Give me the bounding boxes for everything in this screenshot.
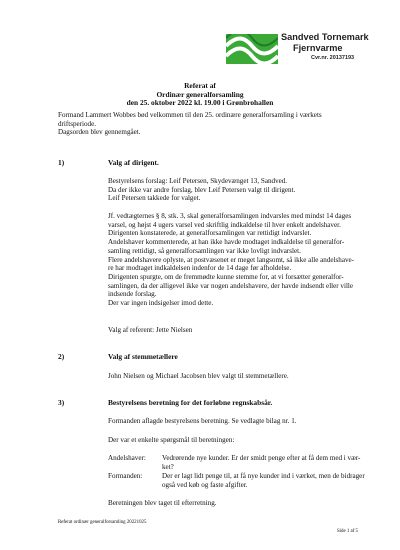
footer-page-number: Side 1 af 5	[336, 529, 358, 534]
qa-speaker: Andelshaver:	[108, 454, 146, 462]
text-line: varsel, og højst 4 ugers varsel ved skriftlig indkaldelse til hver enkelt andelshaver.	[108, 220, 341, 229]
section-1-paragraph-1	[108, 177, 295, 203]
company-name: Sandved Tornemark	[281, 32, 369, 42]
qa-speaker: Formanden:	[108, 472, 143, 480]
logo-wave-icon	[226, 34, 278, 64]
company-cvr: Cvr.nr. 20137193	[311, 55, 355, 61]
section-1-number: 1)	[58, 158, 65, 167]
section-1-referent: Valg af referent: Jette Nielsen	[108, 326, 193, 334]
text-line: Flere andelshavere oplyste, at postvæsenet er meget langsomt, så ikke alle andelshave-	[108, 255, 355, 264]
text-line: Vedrørende nye kunder. Er der smidt penge efter at få dem med i vær-	[162, 454, 361, 462]
text-line: Da der ikke var andre forslag, blev Leif Petersen valgt til dirigent.	[108, 185, 296, 194]
section-1-heading: Valg af dirigent.	[108, 158, 159, 167]
company-logo	[226, 32, 376, 68]
section-3-paragraph-2: Der var et enkelte spørgsmål til beretningen:	[108, 436, 235, 444]
section-2-paragraph: John Nielsen og Michael Jacobsen blev valgt til stemmetællere.	[108, 372, 289, 380]
text-line: re har modtaget indkaldelsen indenfor de 14 dage før afholdelse.	[108, 264, 292, 273]
qa-answer	[162, 454, 360, 471]
intro-paragraph	[58, 111, 322, 137]
intro-line: driftsperiode.	[58, 119, 97, 128]
text-line: samlingen, da der alligevel ikke var nogen andelshavere, der havde indsendt eller ville	[108, 281, 354, 290]
text-line: Bestyrelsens forslag: Leif Petersen, Skydevænget 13, Sandved.	[108, 177, 288, 185]
section-1-paragraph-2	[108, 212, 354, 308]
text-line: Der er lagt lidt penge til, at få nye kunder ind i værket, men de bidrager	[162, 472, 365, 480]
qa-answer	[162, 472, 365, 489]
intro-line: Dagsorden blev gennemgået.	[58, 128, 141, 137]
section-3-paragraph-3: Beretningen blev taget til efterretning.	[108, 499, 217, 507]
section-3-number: 3)	[58, 398, 65, 407]
text-line: samling rettidigt, så generalforsamlingen var ikke lovligt indvarslet.	[108, 246, 301, 255]
company-subtitle: Fjernvarme	[293, 43, 343, 53]
text-line: Dirigenten konstaterede, at generalforsamlingen var rettidigt indvarslet.	[108, 229, 312, 238]
text-line: Leif Petersen takkede for valget.	[108, 194, 201, 203]
document-title	[0, 82, 400, 108]
text-line: Dirigenten spurgte, om de fremmødte kunne stemme for, at vi forsætter generalfor-	[108, 272, 344, 281]
footer-document-name: Referat ordinær generalforsamling 20221025	[58, 520, 147, 525]
intro-line: Formand Lammert Wobbes bød velkommen til den 25. ordinære generalforsamling i værkets	[58, 111, 322, 119]
text-line: Der var ingen indsigelser imod dette.	[108, 299, 214, 308]
section-3-paragraph-1: Formanden aflagde bestyrelsens beretning. Se vedlagte bilag nr. 1.	[108, 417, 297, 425]
section-2-number: 2)	[58, 352, 65, 361]
text-line: Jf. vedtægternes § 8, stk. 3, skal generalforsamlingen indvarsles med mindst 14 dages	[108, 212, 352, 220]
text-line: indsende forslag.	[108, 290, 157, 299]
section-2-heading: Valg af stemmetællere	[108, 352, 178, 361]
text-line: ket?	[162, 462, 174, 471]
title-line-3: den 25. oktober 2022 kl. 19.00 i Grønbrohallen	[126, 98, 274, 108]
title-line-1: Referat af	[184, 81, 216, 90]
title-line-2: Ordinær generalforsamling	[156, 89, 244, 99]
text-line: også ved køb og faste afgifter.	[162, 480, 248, 489]
section-3-heading: Bestyrelsens beretning for det forløbne regnskabsår.	[108, 398, 273, 407]
text-line: Andelshaver kommenterede, at han ikke havde modtaget indkaldelse til generalfor-	[108, 238, 345, 247]
